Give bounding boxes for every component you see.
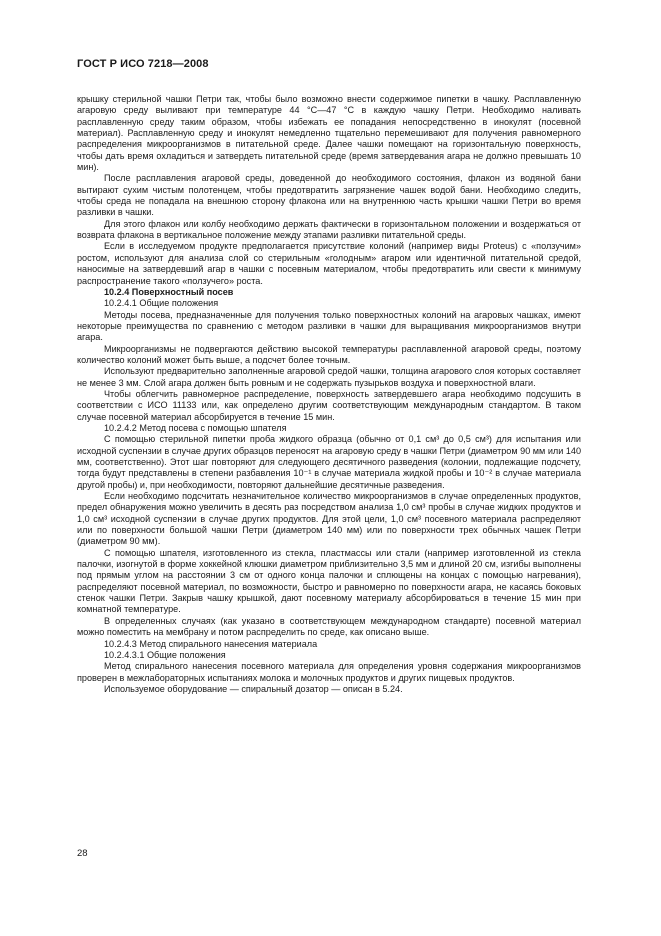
paragraph: Используемое оборудование — спиральный дозатор — описан в 5.24. [104, 683, 403, 694]
section-heading: 10.2.4 Поверхностный посев [104, 286, 234, 297]
paragraph: 10.2.4.1 Общие положения [104, 298, 219, 309]
paragraph: крышку стерильной чашки Петри так, чтобы было возможно внести содержимое пипетки в чашку. Расплавленную агаровую среду выливают при температуре 44 °С—47 °С в каждую чашку Петри. Необходимо наливать расплавленную среду таким образом, чтобы избежать ее попадания непосредственно в инокулят (посевной материал). Расплавленную среду и инокулят немедленно тщательно перемешивают для получения равномерного распределения микроорганизмов в питательной среде. Далее чашки помещают на горизонтальную поверхность, чтобы дать время охладиться и затвердеть питательной среде (время затвердевания агара не должно превышать 10 мин). [77, 94, 581, 173]
paragraph: 10.2.4.3.1 Общие положения [104, 649, 226, 660]
paragraph: Используют предварительно заполненные агаровой средой чашки, толщина агарового слоя которых составляет не менее 3 мм. Слой агара должен быть ровным и не содержать пузырьков воздуха и поверхностной влаги. [77, 366, 581, 388]
paragraph: 10.2.4.2 Метод посева с помощью шпателя [104, 422, 287, 433]
paragraph: С помощью стерильной пипетки проба жидкого образца (обычно от 0,1 см³ до 0,5 см³) для испытания или исходной суспензии в случае других образцов переносят на агаровую среду в чашки Петри (диаметром 90 мм или 140 мм, соответственно). Этот шаг повторяют для следующего десятичного разведения (колонии, подлежащие подсчету, тогда будут представлены в степени разбавления 10⁻¹ в случае материала жидкой пробы и 10⁻² в случае материала другой пробы) и, при необходимости, повторяют дальнейшие десятичные разведения. [77, 434, 581, 490]
paragraph: Если в исследуемом продукте предполагается присутствие колоний (например виды Proteus) с «ползучим» ростом, используют для анализа слой со стерильным «голодным» агаром или идентичной питательной средой, наносимые на затвердевший агар в чашки с посевным материалом, чтобы предотвратить или свести к минимуму распространение такого «ползучего» роста. [77, 241, 581, 286]
paragraph: 10.2.4.3 Метод спирального нанесения материала [104, 638, 318, 649]
paragraph: Микроорганизмы не подвергаются действию высокой температуры расплавленной агаровой среды, поэтому количество колоний может быть выше, а подсчет более точным. [77, 343, 581, 365]
paragraph: С помощью шпателя, изготовленного из стекла, пластмассы или стали (например изготовленной из стекла палочки, изогнутой в форме хоккейной клюшки диаметром приблизительно 3,5 мм и длиной 20 см, изгибы выполнены под прямым углом на расстоянии 3 см от одного конца палочки и сплющены на концах с помощью нагревания), распределяют посевной материал, по возможности, быстро и равномерно по поверхности агара, не касаясь боковых стенок чашки Петри. Закрыв чашку крышкой, дают посевному материалу абсорбироваться в течение 15 мин при комнатной температуре. [77, 547, 581, 615]
paragraph: После расплавления агаровой среды, доведенной до необходимого состояния, флакон из водяной бани вытирают сухим чистым полотенцем, чтобы предотвратить загрязнение чашек водой бани. Необходимо следить, чтобы среда не попадала на внешнюю сторону флакона или на внутреннюю часть крышки чашки Петри во время разливки в чашки. [77, 173, 581, 218]
paragraph: Методы посева, предназначенные для получения только поверхностных колоний на агаровых чашках, имеют некоторые преимущества по сравнению с методом разливки в чашки для выращивания микроорганизмов внутри агара. [77, 309, 581, 343]
page-header: ГОСТ Р ИСО 7218—2008 [77, 58, 209, 70]
paragraph: Если необходимо подсчитать незначительное количество микроорганизмов в случае определенных продуктов, предел обнаружения можно увеличить в десять раз посредством анализа 1,0 см³ пробы в случае жидких продуктов и 1,0 см³ исходной суспензии в случае других продуктов. Для этой цели, 1,0 см³ посевного материала распределяют или по поверхности большой чашки Петри (диаметром 140 мм) или по поверхности трех обычных чашек Петри (диаметром 90 мм). [77, 491, 581, 547]
paragraph: Чтобы облегчить равномерное распределение, поверхность затвердевшего агара необходимо подсушить в соответствии с ИСО 11133 или, как определено другим соответствующим международным стандартом. В таком случае посевной материал абсорбируется в течение 15 мин. [77, 388, 581, 422]
paragraph: Для этого флакон или колбу необходимо держать фактически в горизонтальном положении и воздержаться от возврата флакона в вертикальное положение между этапами разливки питательной среды. [77, 218, 581, 241]
page-number: 28 [77, 848, 88, 859]
body-text [77, 94, 581, 695]
paragraph: В определенных случаях (как указано в соответствующем международном стандарте) посевной материал можно поместить на мембрану и потом распределить по среде, как описано выше. [77, 615, 581, 638]
paragraph: Метод спирального нанесения посевного материала для определения уровня содержания микроорганизмов проверен в межлабораторных испытаниях молока и молочных продуктов и других пищевых продуктов. [77, 661, 581, 683]
